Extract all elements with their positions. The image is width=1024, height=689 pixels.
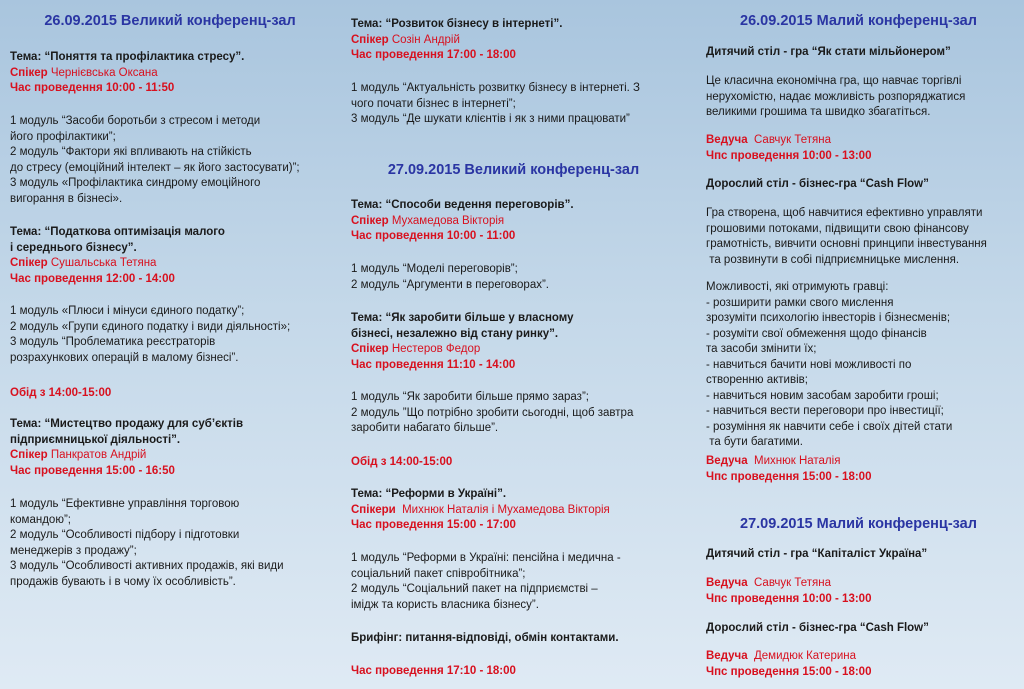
session-topic: Тема: “Способи ведення переговорів”. bbox=[351, 199, 574, 211]
lunch-break: Обід з 14:00-15:00 bbox=[10, 387, 112, 399]
host-line: Ведуча Михнюк Наталія bbox=[706, 455, 841, 467]
module-line: 1 модуль “Ефективне управління торговою bbox=[10, 498, 240, 510]
session-topic: Тема: “Поняття та профілактика стресу”. bbox=[10, 51, 245, 63]
session-time: Час проведення 15:00 - 16:50 bbox=[10, 464, 175, 477]
opp-line: - навчиться новим засобам заробити гроші; bbox=[706, 389, 939, 402]
session-time: Час проведення 15:00 - 17:00 bbox=[351, 519, 516, 531]
speaker-name: Созін Андрій bbox=[391, 33, 460, 46]
speaker-name: Михнюк Наталія і Мухамедова Вікторія bbox=[402, 503, 610, 516]
session-tax bbox=[10, 225, 330, 287]
session-earn-more bbox=[351, 311, 676, 373]
module-line: його профілактики”; bbox=[10, 130, 116, 143]
speaker-line: Спікер Панкратов Андрій bbox=[10, 449, 147, 461]
module-line: чого почати бізнес в інтернеті”; bbox=[351, 97, 516, 110]
opp-line: - розуміти свої обмеження щодо фінансів bbox=[706, 327, 927, 340]
game-title: Дитячий стіл - гра “Капіталіст Україна” bbox=[706, 548, 928, 560]
module-line: 1 модуль «Плюси і мінуси єдиного податку”; bbox=[10, 305, 245, 317]
session-topic: Тема: “Як заробити більше у власному bbox=[351, 312, 574, 324]
module-line: 2 модуль “Особливості підбору і підготовки bbox=[10, 529, 240, 541]
session-topic: Тема: “Реформи в Україні”. bbox=[351, 488, 507, 500]
session-topic-cont: і середнього бізнесу”. bbox=[10, 241, 137, 254]
host-name: Демидюк Катерина bbox=[754, 650, 857, 662]
module-line: заробити набагато більше”. bbox=[351, 422, 499, 434]
speaker-line: Спікер Нестеров Федор bbox=[351, 343, 481, 355]
game-time: Чпс проведення 10:00 - 13:00 bbox=[706, 149, 872, 162]
desc-line: та розвинути в собі підприємницьке мислення. bbox=[706, 253, 960, 266]
module-line: продажів бувають і в чому їх особливість”. bbox=[10, 575, 236, 588]
desc-line: Це класична економічна гра, що навчає торгівлі bbox=[706, 75, 962, 87]
briefing-time: Час проведення 17:10 - 18:00 bbox=[351, 665, 516, 677]
opp-line: - навчиться вести переговори про інвестиції; bbox=[706, 405, 944, 417]
opp-line: та засоби змінити їх; bbox=[706, 343, 817, 355]
session-topic-cont: підприємницької діяльності”. bbox=[10, 433, 181, 446]
module-line: розрахункових операцій в малому бізнесі”. bbox=[10, 351, 239, 364]
module-line: до стресу (емоційний інтелект – як його застосувати)”; bbox=[10, 161, 300, 174]
session-topic: Тема: “Мистецтво продажу для суб’єктів bbox=[10, 418, 244, 430]
session-time: Час проведення 10:00 - 11:50 bbox=[10, 82, 175, 94]
day-header: 26.09.2015 Малий конференц-зал bbox=[740, 13, 977, 29]
desc-line: грошовими потоками, підвищити свою фінансову bbox=[706, 222, 969, 235]
opp-line: зрозуміти психологію інвесторів і бізнесменів; bbox=[706, 312, 951, 324]
session-modules bbox=[351, 81, 676, 128]
module-line: 2 модуль “Аргументи в переговорах”. bbox=[351, 278, 549, 291]
session-modules bbox=[10, 497, 330, 590]
opp-line: - навчиться бачити нові можливості по bbox=[706, 358, 912, 371]
game-title: Дорослий стіл - бізнес-гра “Cash Flow” bbox=[706, 178, 929, 190]
host-name: Савчук Тетяна bbox=[754, 577, 832, 589]
module-line: 3 модуль “Проблематика реєстраторів bbox=[10, 336, 216, 348]
module-line: 3 модуль “Де шукати клієнтів і як з ними працювати” bbox=[351, 113, 630, 125]
module-line: командою”; bbox=[10, 513, 71, 526]
speaker-line: Спікери Михнюк Наталія і Мухамедова Вікторія bbox=[351, 503, 610, 516]
opp-line: та бути багатими. bbox=[706, 436, 803, 448]
opp-line: створенню активів; bbox=[706, 374, 808, 386]
module-line: менеджерів з продажу”; bbox=[10, 544, 137, 557]
session-time: Час проведення 10:00 - 11:00 bbox=[351, 230, 516, 242]
module-line: імідж та користь власника бізнесу”. bbox=[351, 598, 539, 611]
session-internet bbox=[351, 17, 676, 64]
module-line: 1 модуль “Актуальність розвитку бізнесу в інтернеті. З bbox=[351, 82, 640, 94]
speaker-name: Чернієвська Оксана bbox=[50, 66, 158, 79]
session-sales bbox=[10, 417, 330, 479]
game-host bbox=[706, 133, 1011, 164]
speaker-name: Сушальська Тетяна bbox=[50, 257, 157, 269]
module-line: вигорання в бізнесі». bbox=[10, 192, 123, 205]
game-time: Чпс проведення 15:00 - 18:00 bbox=[706, 470, 872, 483]
session-time: Час проведення 12:00 - 14:00 bbox=[10, 272, 175, 285]
speaker-name: Панкратов Андрій bbox=[50, 449, 147, 461]
module-line: 1 модуль “Реформи в Україні: пенсійна і медична - bbox=[351, 552, 621, 564]
desc-line: нерухомістю, надає можливість розпоряджатися bbox=[706, 90, 966, 103]
host-line: Ведуча Савчук Тетяна bbox=[706, 577, 832, 589]
session-negotiation bbox=[351, 198, 676, 245]
module-line: 1 модуль “Засоби боротьби з стресом і методи bbox=[10, 115, 261, 127]
speaker-line: Спікер Чернієвська Оксана bbox=[10, 66, 158, 79]
desc-line: Гра створена, щоб навчитися ефективно управляти bbox=[706, 207, 983, 219]
briefing-title: Брифінг: питання-відповіді, обмін контактами. bbox=[351, 632, 619, 644]
game-opportunities bbox=[706, 280, 1011, 451]
game-time: Чпс проведення 10:00 - 13:00 bbox=[706, 592, 872, 605]
session-topic: Тема: “Податкова оптимізація малого bbox=[10, 226, 225, 238]
game-title: Дитячий стіл - гра “Як стати мільйонером” bbox=[706, 46, 951, 58]
speaker-line: Спікер Сушальська Тетяна bbox=[10, 257, 157, 269]
speaker-name: Нестеров Федор bbox=[391, 343, 481, 355]
lunch-break: Обід з 14:00-15:00 bbox=[351, 456, 453, 468]
module-line: 2 модуль “Фактори які впливають на стійкість bbox=[10, 146, 252, 158]
session-modules bbox=[351, 390, 676, 437]
module-line: 1 модуль “Як заробити більше прямо зараз”; bbox=[351, 391, 589, 403]
session-topic: Тема: “Розвиток бізнесу в інтернеті”. bbox=[351, 18, 563, 30]
session-time: Час проведення 17:00 - 18:00 bbox=[351, 49, 516, 61]
module-line: 2 модуль ”Що потрібно зробити сьогодні, щоб завтра bbox=[351, 406, 634, 419]
session-time: Час проведення 11:10 - 14:00 bbox=[351, 358, 516, 371]
module-line: 3 модуль «Профілактика синдрому емоційного bbox=[10, 177, 261, 189]
opp-line: Можливості, які отримують гравці: bbox=[706, 281, 889, 293]
session-modules bbox=[351, 262, 676, 293]
session-modules bbox=[351, 551, 676, 613]
host-line: Ведуча Демидюк Катерина bbox=[706, 650, 857, 662]
host-name: Михнюк Наталія bbox=[754, 455, 841, 467]
module-line: 2 модуль “Соціальний пакет на підприємстві – bbox=[351, 583, 598, 595]
speaker-line: Спікер Мухамедова Вікторія bbox=[351, 214, 505, 227]
session-modules bbox=[10, 114, 330, 207]
session-stress bbox=[10, 50, 330, 97]
opp-line: - розуміння як навчити себе і своїх дітей стати bbox=[706, 420, 953, 433]
speaker-line: Спікер Созін Андрій bbox=[351, 33, 460, 46]
module-line: 1 модуль “Моделі переговорів”; bbox=[351, 263, 518, 275]
game-description bbox=[706, 206, 1011, 268]
game-description bbox=[706, 74, 1011, 121]
day-header: 27.09.2015 Великий конференц-зал bbox=[387, 162, 640, 178]
opp-line: - розширити рамки свого мислення bbox=[706, 296, 894, 309]
desc-line: грамотність, вивчити основні принципи інвестування bbox=[706, 238, 987, 250]
host-name: Савчук Тетяна bbox=[754, 134, 832, 146]
module-line: 2 модуль «Групи єдиного податку і види діяльності»; bbox=[10, 320, 291, 333]
game-host bbox=[706, 454, 1011, 485]
game-time: Чпс проведення 15:00 - 18:00 bbox=[706, 665, 872, 678]
game-title: Дорослий стіл - бізнес-гра “Cash Flow” bbox=[706, 622, 929, 634]
game-host bbox=[706, 576, 1011, 607]
desc-line: великими грошима та швидко збагатіться. bbox=[706, 106, 931, 118]
day-header: 26.09.2015 Великий конференц-зал bbox=[44, 13, 296, 29]
day-header: 27.09.2015 Малий конференц-зал bbox=[740, 516, 977, 532]
session-topic-cont: бізнесі, незалежно від стану ринку”. bbox=[351, 327, 559, 340]
speaker-name: Мухамедова Вікторія bbox=[391, 214, 505, 227]
game-host bbox=[706, 649, 1011, 680]
session-reforms bbox=[351, 487, 676, 534]
session-modules bbox=[10, 304, 330, 366]
module-line: соціальний пакет співробітника”; bbox=[351, 567, 526, 580]
module-line: 3 модуль “Особливості активних продажів, які види bbox=[10, 560, 284, 572]
host-line: Ведуча Савчук Тетяна bbox=[706, 134, 832, 146]
